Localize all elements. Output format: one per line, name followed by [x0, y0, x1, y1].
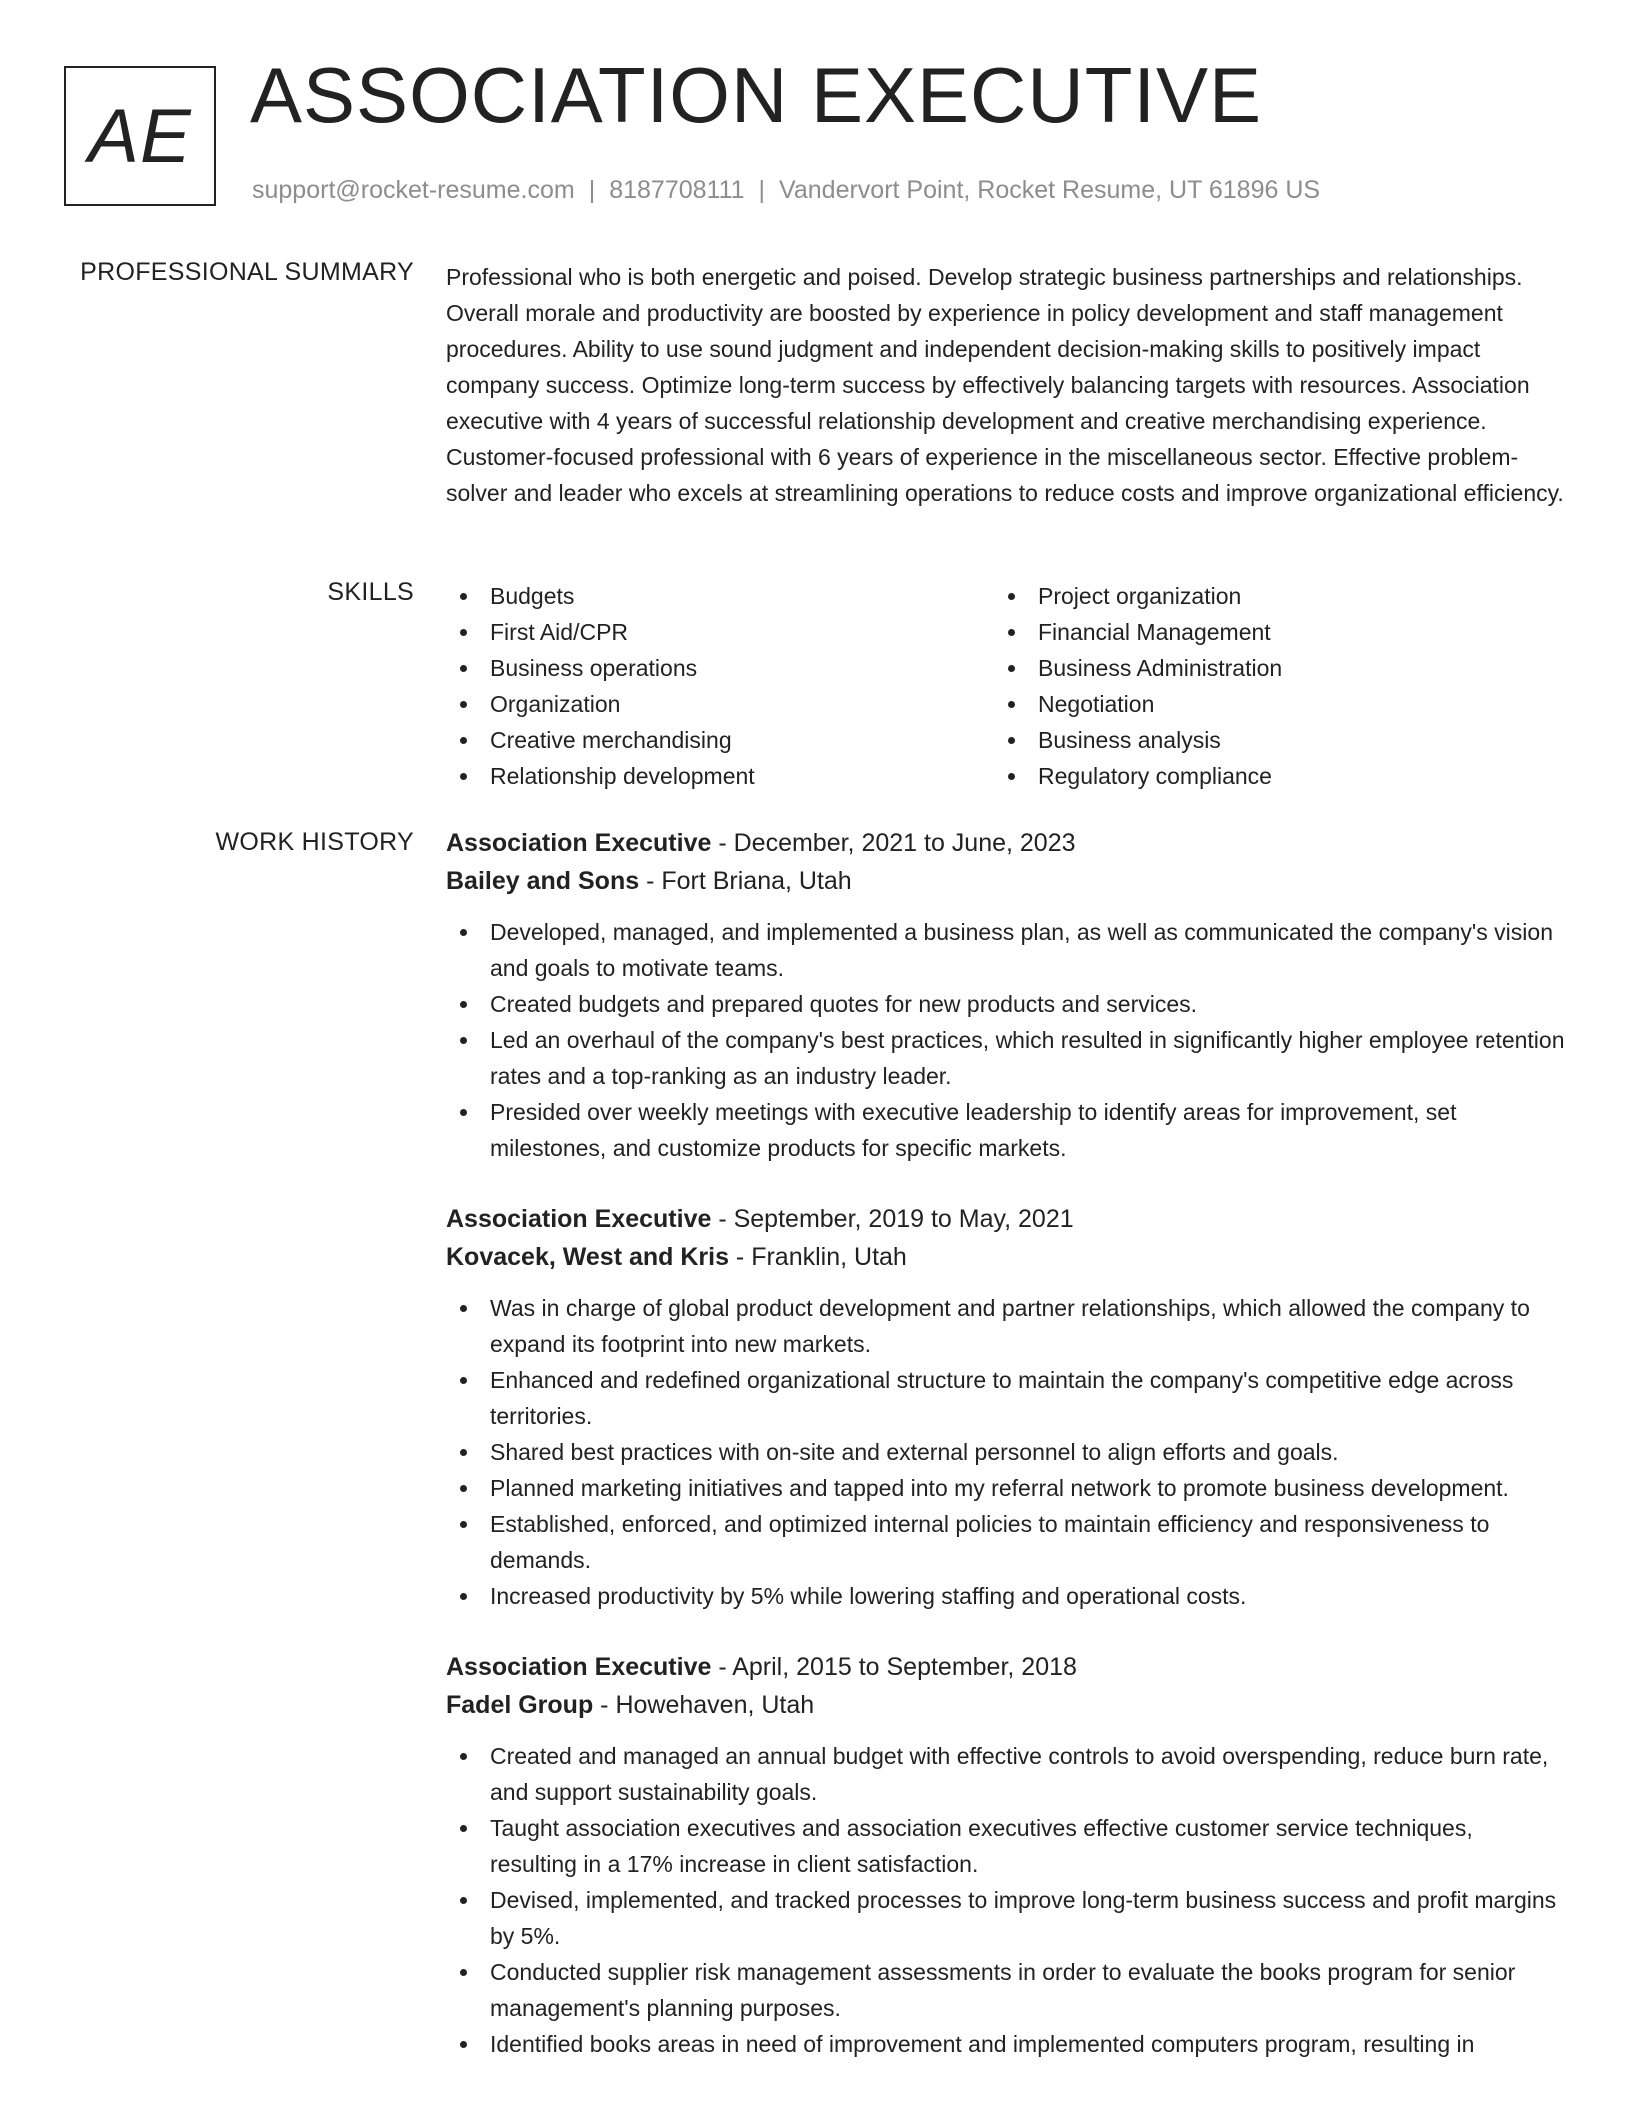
job-company: Fadel Group: [446, 1691, 594, 1719]
job-title-line: [446, 1200, 1566, 1238]
work-history-section: [446, 824, 1566, 2096]
job-bullet: Identified books areas in need of improvement and implemented computers program, resulting in: [446, 2026, 1566, 2062]
summary-section: [446, 259, 1566, 511]
job-bullet: Created budgets and prepared quotes for new products and services.: [446, 986, 1566, 1022]
job-title-line: [446, 824, 1566, 862]
job-company-line: [446, 862, 1566, 900]
page-title: ASSOCIATION EXECUTIVE: [250, 51, 1263, 139]
monogram-badge: AE: [64, 66, 216, 206]
job-location: - Franklin, Utah: [728, 1243, 907, 1271]
skill-item: Negotiation: [994, 686, 1542, 722]
section-label-summary: PROFESSIONAL SUMMARY: [80, 258, 414, 286]
job-bullet: Taught association executives and association executives effective customer service techniques, resulting in a 17% increase in client satisfaction.: [446, 1810, 1566, 1882]
skill-item: Regulatory compliance: [994, 758, 1542, 794]
contact-phone[interactable]: 8187708111: [609, 176, 745, 204]
job-bullets: [446, 1738, 1566, 2062]
job-company: Kovacek, West and Kris: [446, 1243, 729, 1271]
skills-column-left: [446, 578, 994, 794]
section-label-work-history: WORK HISTORY: [215, 828, 414, 856]
job-dates: - September, 2019 to May, 2021: [711, 1205, 1074, 1233]
contact-email[interactable]: support@rocket-resume.com: [252, 176, 575, 204]
skills-column-right: [994, 578, 1542, 794]
job-bullet: Was in charge of global product development and partner relationships, which allowed the company to expand its footprint into new markets.: [446, 1290, 1566, 1362]
job-company-line: [446, 1686, 1566, 1724]
job-bullets: [446, 914, 1566, 1166]
job-bullet: Planned marketing initiatives and tapped into my referral network to promote business development.: [446, 1470, 1566, 1506]
skills-grid: [446, 578, 1566, 794]
job-title: Association Executive: [446, 1205, 712, 1233]
job-bullet: Conducted supplier risk management assessments in order to evaluate the books program for senior management's planning purposes.: [446, 1954, 1566, 2026]
contact-line: [252, 176, 1320, 205]
skills-section: [446, 578, 1566, 794]
skill-item: Business operations: [446, 650, 994, 686]
job-bullet: Developed, managed, and implemented a business plan, as well as communicated the company's vision and goals to motivate teams.: [446, 914, 1566, 986]
skill-item: Business Administration: [994, 650, 1542, 686]
job-bullet: Shared best practices with on-site and external personnel to align efforts and goals.: [446, 1434, 1566, 1470]
contact-address: Vandervort Point, Rocket Resume, UT 61896 US: [779, 176, 1321, 204]
skill-item: First Aid/CPR: [446, 614, 994, 650]
skill-item: Budgets: [446, 578, 994, 614]
job-bullet: Led an overhaul of the company's best practices, which resulted in significantly higher employee retention rates and a top-ranking as an industry leader.: [446, 1022, 1566, 1094]
skill-item: Project organization: [994, 578, 1542, 614]
job-bullet: Established, enforced, and optimized internal policies to maintain efficiency and responsiveness to demands.: [446, 1506, 1566, 1578]
job-location: - Howehaven, Utah: [593, 1691, 815, 1719]
section-label-skills: SKILLS: [327, 578, 414, 606]
contact-separator: |: [588, 176, 596, 204]
job-location: - Fort Briana, Utah: [639, 867, 852, 895]
job-company-line: [446, 1238, 1566, 1276]
job-entry: [446, 1200, 1566, 1614]
job-entry: [446, 824, 1566, 1166]
skill-item: Relationship development: [446, 758, 994, 794]
job-bullet: Devised, implemented, and tracked processes to improve long-term business success and profit margins by 5%.: [446, 1882, 1566, 1954]
job-title: Association Executive: [446, 1653, 712, 1681]
job-bullets: [446, 1290, 1566, 1614]
skill-item: Financial Management: [994, 614, 1542, 650]
skill-item: Business analysis: [994, 722, 1542, 758]
job-bullet: Presided over weekly meetings with executive leadership to identify areas for improvement, set milestones, and customize products for specific markets.: [446, 1094, 1566, 1166]
job-company: Bailey and Sons: [446, 867, 640, 895]
contact-separator: |: [758, 176, 766, 204]
job-bullet: Created and managed an annual budget with effective controls to avoid overspending, reduce burn rate, and support sustainability goals.: [446, 1738, 1566, 1810]
skill-item: Creative merchandising: [446, 722, 994, 758]
skill-item: Organization: [446, 686, 994, 722]
job-bullet: Increased productivity by 5% while lowering staffing and operational costs.: [446, 1578, 1566, 1614]
job-dates: - December, 2021 to June, 2023: [711, 829, 1076, 857]
job-bullet: Enhanced and redefined organizational structure to maintain the company's competitive edge across territories.: [446, 1362, 1566, 1434]
job-title: Association Executive: [446, 829, 712, 857]
job-dates: - April, 2015 to September, 2018: [711, 1653, 1077, 1681]
job-entry: [446, 1648, 1566, 2062]
summary-text: Professional who is both energetic and poised. Develop strategic business partnerships and relationships. Overall morale and productivity are boosted by experience in policy development and staff management procedures. Ability to use sound judgment and independent decision-making skills to positively impact company success. Optimize long-term success by effectively balancing targets with resources. Association executive with 4 years of successful relationship development and creative merchandising experience. Customer-focused professional with 6 years of experience in the miscellaneous sector. Effective problem-solver and leader who excels at streamlining operations to reduce costs and improve organizational efficiency.: [446, 264, 1564, 506]
job-title-line: [446, 1648, 1566, 1686]
